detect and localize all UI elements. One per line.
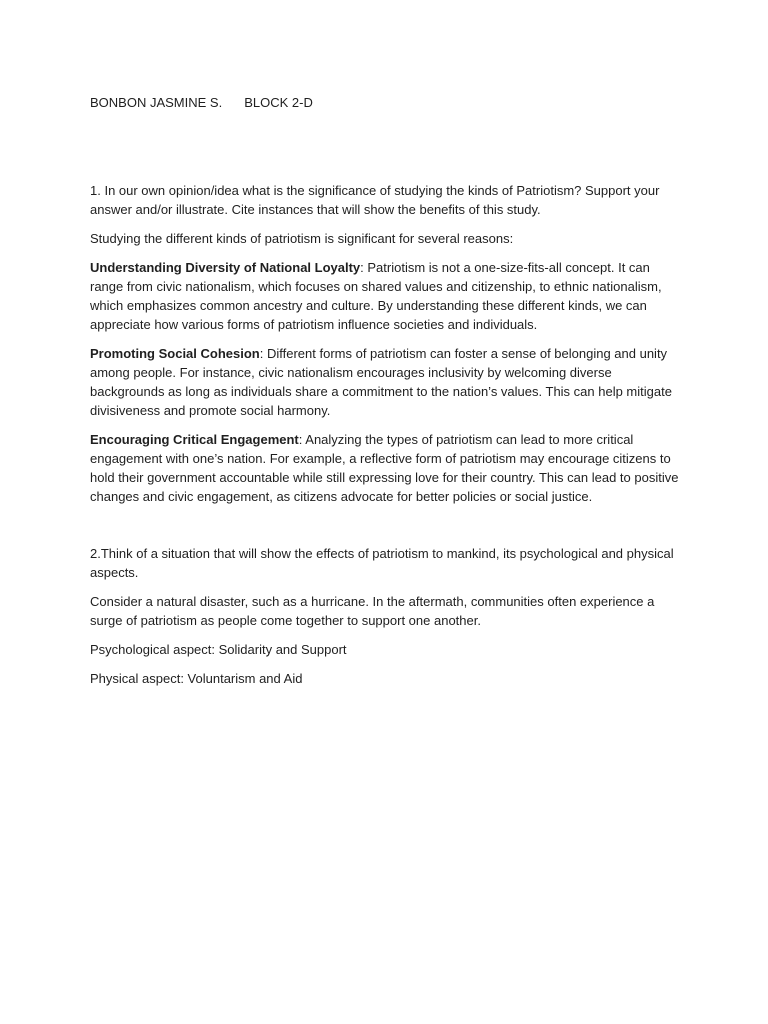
point-text: : Different forms of patriotism can foster a sense of belonging and unity among people. For instance, civic nationalism encourages inclusivity by welcoming diverse backgrounds as long as individuals share a commitment to the nation’s values. This can help mitigate divisiveness and promote social harmony.: [90, 346, 672, 418]
question-2-answer: Consider a natural disaster, such as a hurricane. In the aftermath, communities often experience a surge of patriotism as people come together to support one another.: [90, 594, 655, 628]
point-cohesion: [90, 344, 680, 420]
point-text: : Analyzing the types of patriotism can lead to more critical engagement with one’s nation. For example, a reflective form of patriotism may encourage citizens to hold their government accountable while still expressing love for their country. This can lead to positive changes and civic engagement, as citizens advocate for better policies or social justice.: [90, 432, 679, 504]
document-header: [90, 93, 680, 112]
point-text: : Patriotism is not a one-size-fits-all concept. It can range from civic nationalism, which focuses on shared values and citizenship, to ethnic nationalism, which emphasizes common ancestry and culture. By understanding these different kinds, we can appreciate how various forms of patriotism influence societies and individuals.: [90, 260, 662, 332]
document-body: [90, 93, 680, 698]
physical-aspect: Physical aspect: Voluntarism and Aid: [90, 671, 303, 686]
student-name: BONBON JASMINE S.: [90, 95, 223, 110]
point-critical-engagement: [90, 430, 680, 506]
point-title: Understanding Diversity of National Loyalty: [90, 260, 361, 275]
question-1: 1. In our own opinion/idea what is the significance of studying the kinds of Patriotism? Support your answer and/or illustrate. Cite instances that will show the benefits of this study.: [90, 183, 660, 217]
point-title: Encouraging Critical Engagement: [90, 432, 299, 447]
question-1-intro: Studying the different kinds of patriotism is significant for several reasons:: [90, 231, 514, 246]
point-title: Promoting Social Cohesion: [90, 346, 260, 361]
question-2: 2.Think of a situation that will show the effects of patriotism to mankind, its psychological and physical aspects.: [90, 546, 674, 580]
student-block: BLOCK 2-D: [244, 95, 313, 110]
point-diversity: [90, 258, 680, 334]
psychological-aspect: Psychological aspect: Solidarity and Support: [90, 642, 347, 657]
